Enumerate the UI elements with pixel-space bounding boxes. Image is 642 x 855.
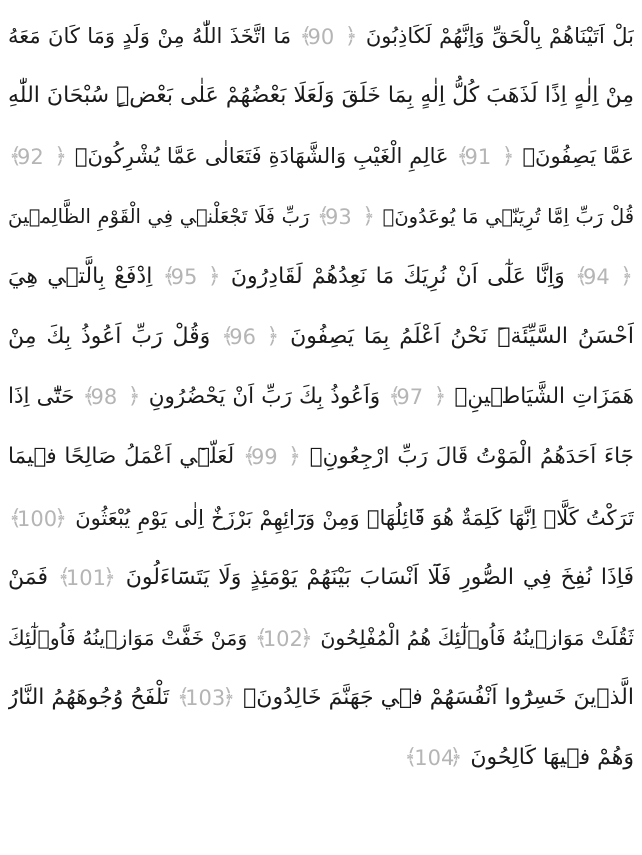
verse-text: وَمَنْ خَفَّتْ مَوَاز۪ينُهُ فَاُو۬لٰٓئِكَ (8, 625, 248, 650)
verse-text: وَقُلْ رَبِّ اَعُوذُ بِكَ مِنْ (8, 323, 211, 349)
verse-text: مِنْ اِلٰهٍ اِذًا لَذَهَبَ كُلُّ اِلٰهٍ بِمَا خَلَقَ وَلَعَلَا بَعْضُهُمْ عَلٰى بَعْضٍۜ سُبْحَانَ اللّٰهِ (8, 83, 634, 109)
verse-text: اِدْفَعْ بِالَّت۪ي هِيَ (8, 263, 153, 289)
verse-line-2 (8, 66, 634, 126)
verse-text: حَتّٰٓى اِذَا (8, 384, 75, 410)
verse-text: الَّذ۪ينَ خَسِرُٓوا اَنْفُسَهُمْ ف۪ي جَهَنَّمَ خَالِدُونَۚ (243, 685, 634, 711)
verse-text: فَاِذَا نُفِخَ فِي الصُّورِ فَلَٓا اَنْسَابَ بَيْنَهُمْ يَوْمَئِذٍ وَلَا يَتَسَٓاءَلُونَ (125, 564, 634, 590)
verse-text: وَهُمْ ف۪يهَا كَالِحُونَ (470, 745, 634, 771)
ayah-number-marker: ﴾ 101 ﴿ (60, 563, 114, 593)
ayah-number-marker: ﴾ 95 ﴿ (165, 262, 219, 292)
verse-line-8 (8, 427, 634, 487)
verse-line-6 (8, 307, 634, 367)
ayah-number-marker: ﴾ 103 ﴿ (179, 683, 233, 713)
verse-text: عَالِمِ الْغَيْبِ وَالشَّهَادَةِ فَتَعَالٰى عَمَّا يُشْرِكُونَ۟ (74, 144, 449, 169)
verse-text: عَمَّا يَصِفُونَۙ (522, 144, 634, 169)
verse-line-13 (8, 728, 634, 788)
verse-text: وَاَعُوذُ بِكَ رَبِّ اَنْ يَحْضُرُونِ (148, 384, 381, 410)
verse-text: فَمَنْ (8, 564, 48, 590)
verse-text: قُلْ رَبِّ اِمَّا تُرِيَنّ۪ي مَا يُوعَدُونَۙ (382, 204, 634, 228)
ayah-number-marker: ﴾ 96 ﴿ (223, 322, 277, 352)
verse-text: جَٓاءَ اَحَدَهُمُ الْمَوْتُ قَالَ رَبِّ ارْجِعُونِۙ (309, 444, 634, 470)
verse-line-1 (8, 6, 634, 66)
verse-line-11 (8, 608, 634, 668)
verse-line-3 (8, 126, 634, 186)
verse-line-12 (8, 668, 634, 728)
ayah-number-marker: ﴾ 104 ﴿ (406, 743, 460, 773)
ayah-number-marker: ﴾ 91 ﴿ (459, 142, 513, 172)
ayah-number-marker: ﴾ 90 ﴿ (301, 22, 355, 52)
ayah-number-marker: ﴾ 99 ﴿ (245, 442, 299, 472)
ayah-number-marker: ﴾ 94 ﴿ (577, 262, 631, 292)
verse-line-7 (8, 367, 634, 427)
verse-text: رَبِّ فَلَا تَجْعَلْن۪ي فِي الْقَوْمِ الظَّالِم۪ينَ (8, 204, 310, 228)
verse-line-5 (8, 247, 634, 307)
verse-text: لَعَلّ۪ٓي اَعْمَلُ صَالِحًا ف۪يمَا (8, 444, 235, 470)
ayah-number-marker: ﴾ 98 ﴿ (85, 382, 139, 412)
ayah-number-marker: ﴾ 102 ﴿ (257, 624, 311, 654)
verse-line-9 (8, 488, 634, 548)
verse-text: تَلْفَحُ وُجُوهَهُمُ النَّارُ (8, 685, 170, 711)
ayah-number-marker: ﴾ 97 ﴿ (390, 382, 444, 412)
verse-text: تَرَكْتُ كَلَّاۜ اِنَّهَا كَلِمَةٌ هُوَ قَٓائِلُهَاۜ وَمِنْ وَرَٓائِهِمْ بَرْزَخٌ اِلٰى يَوْمِ يُبْعَثُونَ (75, 505, 634, 530)
verse-text: وَاِنَّا عَلٰٓى اَنْ نُرِيَكَ مَا نَعِدُهُمْ لَقَادِرُونَ (230, 263, 565, 289)
verse-text: هَمَزَاتِ الشَّيَاط۪ينِۙ (454, 384, 634, 410)
ayah-number-marker: ﴾ 100 ﴿ (11, 504, 65, 534)
ayah-number-marker: ﴾ 92 ﴿ (11, 142, 65, 172)
verse-text: ثَقُلَتْ مَوَاز۪ينُهُ فَاُو۬لٰٓئِكَ هُمُ الْمُفْلِحُونَ (320, 625, 634, 650)
verse-text: بَلْ اَتَيْنَاهُمْ بِالْحَقِّ وَاِنَّهُمْ لَكَاذِبُونَ (365, 24, 634, 48)
ayah-number-marker: ﴾ 93 ﴿ (319, 202, 373, 232)
verse-line-10 (8, 548, 634, 608)
verse-text: مَا اتَّخَذَ اللّٰهُ مِنْ وَلَدٍ وَمَا كَانَ مَعَهُ (8, 24, 292, 48)
verse-line-4 (8, 187, 634, 247)
verse-text: اَحْسَنُ السَّيِّئَةَۜ نَحْنُ اَعْلَمُ بِمَا يَصِفُونَ (290, 323, 634, 349)
